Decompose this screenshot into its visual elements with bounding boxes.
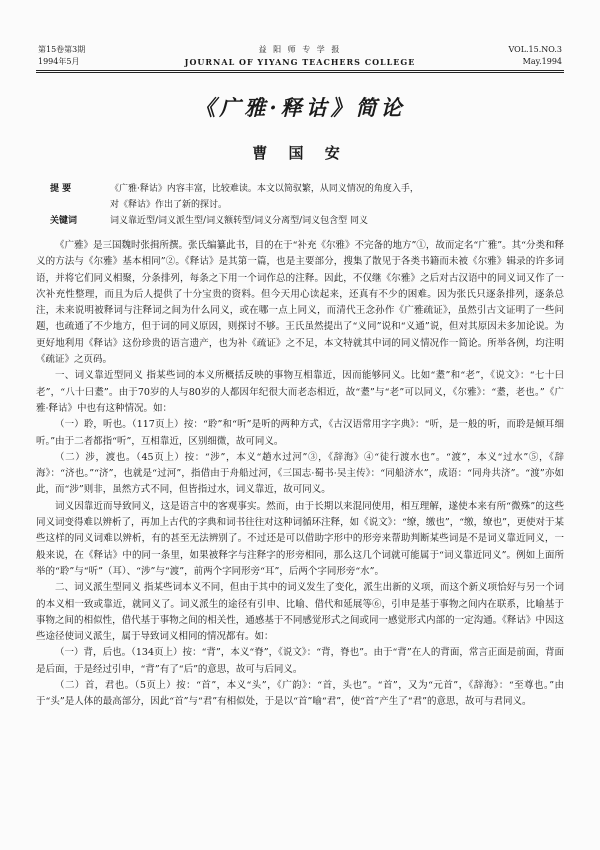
abstract-text-2: 对《释诂》作出了新的探讨。 — [110, 200, 228, 210]
abstract-text-1: 《广雅·释诂》内容丰富，比较难读。本文以简驭繁，从同义情况的角度入手， — [110, 184, 419, 194]
header-rule-thin — [36, 72, 564, 73]
header-rule — [36, 70, 564, 71]
body-paragraph: （一）背，后也。（134页上）按：“背”，本义“脊”，《说文》：“背，脊也”。由于“背”在人的背面，常言正面是前面，背面是后面，于是经过引申，“背”有了“后”的意思，故可与后同义。 — [36, 647, 564, 675]
volume-issue-en: VOL.15.NO.3 — [508, 45, 562, 54]
keywords-text: 词义靠近型/词义派生型/词义额转型/词义分离型/词义包含型 同义 — [110, 216, 368, 226]
body-paragraph: （一）聆，听也。（117页上）按：“聆”和“听”是听的两种方式，《古汉语常用字字典》：“听，是一般的听，而聆是倾耳细听。”由于二者都指“听”，互相靠近，区别细微，故可同义。 — [36, 419, 564, 447]
body-paragraph: 词义因靠近而导致同义，这是语言中的客观事实。然而，由于长期以来混同使用，相互理解，遂使本来有所“微殊”的这些同义词变得难以辨析了，再加上古代的字典和词书往往对这种词循环注释，如《说文》：“缭，缴也”，“缴，缭也”，更使对于某些这样的同义词难以辨析，有的甚至无法辨别了。不过还是可以借助字形中的形旁来帮助判断某些词是不是词义靠近同义，一般来说，在《释诂》中的同一条里，如果被释字与注释字的形旁相同，那么这几个词就可能属于“词义靠近同义”。例如上面所举的“聆”与“听”（耳）、“涉”与“渡”，前两个字同形旁“耳”，后两个字同形旁“水”。 — [36, 500, 564, 577]
abstract-line-1 — [50, 181, 550, 197]
abstract-label: 提 要 — [50, 184, 72, 194]
body-paragraph: 《广雅》是三国魏时张揖所撰。张氏编纂此书，目的在于“补充《尔雅》不完备的地方”①，故而定名“广雅”。其“分类和释义的方法与《尔雅》基本相同”②。《释诂》是其第一篇，也是主要部分，搜集了散见于各类书籍而未被《尔雅》辑录的许多词语，并将它们同义相聚，分条排列，每条之下用一个词作总的注释。因此，不仅继《尔雅》之后对古汉语中的同义词又作了一次补充性整理，而且为后人提供了十分宝贵的资料。但今天用心读起来，还真有不少的困难。因为张氏只逐条排列，逐条总注，未来说明被释词与注释词之间为什么同义，或在哪一点上同义，而清代王念孙作《广雅疏证》，虽然引古文证明了一些问题，也疏通了不少地方，但于词的同义原因，则探讨不够。王氏虽然提出了“义同”说和“义通”说，但对其原因未多加论说。为更好地利用《释诂》这份珍贵的语言遗产，也为补《疏证》之不足，本文特就其中词的同义情况作一简论。所举各例，均注明《疏证》之页码。 — [36, 240, 564, 366]
section-paragraph: 二、词义派生型同义 指某些词本义不同，但由于其中的词义发生了变化，派生出新的义项，而这个新义项恰好与另一个词的本义相一致或靠近，就同义了。词义派生的途径有引申、比喻、借代和延展等⑥，引申是基于事物之间内在联系，比喻基于事物之间的相似性，借代基于事物之间的相关性，通感基于不同感觉形式之间或同一感觉形式内部的一定沟通。《释诂》中因这些途径使词义派生，属于导致词义相同的情况都有。如： — [36, 582, 564, 643]
article-body — [36, 238, 564, 711]
body-paragraph: （二）首，君也。（5页上）按：“首”，本义“头”，《广韵》：“首，头也”。“首”，又为“元首”，《辞海》：“至尊也。”由于“头”是人体的最高部分，因此“首”与“君”有相似处，于是以“首”喻“君”，使“首”产生了“君”的意思，故可与君同义。 — [36, 680, 564, 708]
keywords-line — [50, 213, 550, 229]
body-paragraph: （二）涉，渡也。（45页上）按：“涉”，本义“趟水过河”③，《辞海》④“徒行渡水也”。“渡”，本义“过水”⑤，《辞海》：“济也。”“济”，也就是“过河”，指借由于舟船过河，《三国志·蜀书·吴主传》：“同船济水”，成语：“同舟共济”。“渡”亦如此，而“涉”则非，虽然方式不同，但皆指过水，词义靠近，故可同义。 — [36, 451, 564, 496]
journal-name-cn: 益 阳 师 专 学 报 — [258, 45, 342, 54]
keywords-label: 关键词 — [50, 216, 78, 226]
author-name: 曹 国 安 — [252, 144, 348, 162]
volume-issue: 第15卷第3期 — [38, 45, 86, 54]
article-title: 《广雅·释诂》简论 — [194, 95, 406, 120]
publication-date-en: May.1994 — [522, 57, 562, 66]
abstract-block — [50, 181, 550, 229]
publication-date-cn: 1994年5月 — [38, 57, 80, 66]
journal-volume-en — [509, 44, 563, 68]
journal-name-en: JOURNAL OF YIYANG TEACHERS COLLEGE — [184, 57, 416, 67]
section-paragraph: 一、词义靠近型同义 指某些词的本义所概括反映的事物互相靠近，因而能够同义。比如“耋”和“老”，《说文》：“七十曰老”，“八十曰耋”。由于70岁的人与80岁的人都因年纪很大而老态相近，故“耋”与“老”可以同义，《尔雅》：“耋，老也。”《广雅·释诂》中也有这种情况。如： — [36, 370, 564, 414]
